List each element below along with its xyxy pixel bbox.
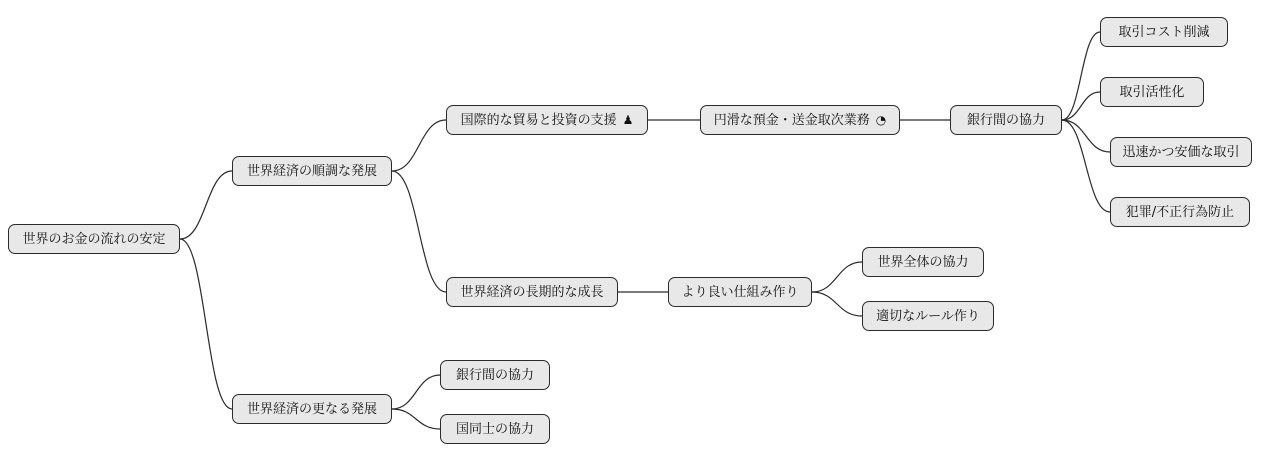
mindmap-node-label: 国同士の協力 — [455, 421, 534, 437]
mindmap-node-label: 世界のお金の流れの安定 — [22, 231, 166, 247]
mindmap-edge — [392, 120, 446, 171]
mindmap-edge — [1062, 32, 1100, 120]
mindmap-node-label: 銀行間の協力 — [966, 112, 1045, 128]
mindmap-edge — [392, 171, 446, 292]
mindmap-node[interactable] — [1100, 17, 1228, 47]
mindmap-node[interactable] — [700, 105, 900, 135]
mindmap-edge — [1062, 120, 1110, 152]
mindmap-node-label: 世界経済の更なる発展 — [246, 401, 377, 417]
mindmap-node[interactable] — [440, 414, 550, 444]
mindmap-node[interactable] — [862, 247, 984, 277]
mindmap-node[interactable] — [232, 156, 392, 186]
mindmap-node-label: 銀行間の協力 — [455, 367, 534, 383]
mindmap-node-label: より良い仕組み作り — [681, 284, 799, 300]
mindmap-node-glyph-icon: ♟ — [622, 113, 634, 127]
mindmap-node[interactable] — [440, 360, 550, 390]
mindmap-node[interactable] — [8, 224, 180, 254]
mindmap-node[interactable] — [862, 301, 994, 331]
mindmap-node-label: 迅速かつ安価な取引 — [1122, 144, 1240, 160]
mindmap-node-label: 適切なルール作り — [876, 308, 980, 324]
mindmap-node[interactable] — [446, 277, 618, 307]
mindmap-node[interactable] — [232, 394, 392, 424]
mindmap-edge — [812, 292, 862, 316]
mindmap-edge — [180, 171, 232, 239]
mindmap-node-glyph-icon: ◔ — [875, 113, 887, 127]
mindmap-node-label: 国際的な貿易と投資の支援 — [460, 112, 617, 128]
mindmap-node[interactable] — [1100, 77, 1204, 107]
mindmap-edge — [392, 409, 440, 429]
mindmap-node-label: 取引活性化 — [1119, 84, 1185, 100]
mindmap-node-label: 世界経済の順調な発展 — [246, 163, 377, 179]
mindmap-node[interactable] — [668, 277, 812, 307]
mindmap-node-label: 取引コスト削減 — [1118, 24, 1210, 40]
mindmap-edge — [392, 375, 440, 409]
mindmap-edge — [180, 239, 232, 409]
mindmap-node[interactable] — [446, 105, 648, 135]
mindmap-node[interactable] — [1110, 197, 1250, 227]
mindmap-node[interactable] — [950, 105, 1062, 135]
mindmap-edge — [1062, 92, 1100, 120]
mindmap-node-label: 世界全体の協力 — [877, 254, 969, 270]
mindmap-node-label: 円滑な預金・送金取次業務 — [713, 112, 870, 128]
mindmap-node[interactable] — [1110, 137, 1252, 167]
mindmap-edge — [1062, 120, 1110, 212]
mindmap-edge — [812, 262, 862, 292]
mindmap-node-label: 犯罪/不正行為防止 — [1125, 204, 1235, 220]
mindmap-node-label: 世界経済の長期的な成長 — [460, 284, 604, 300]
